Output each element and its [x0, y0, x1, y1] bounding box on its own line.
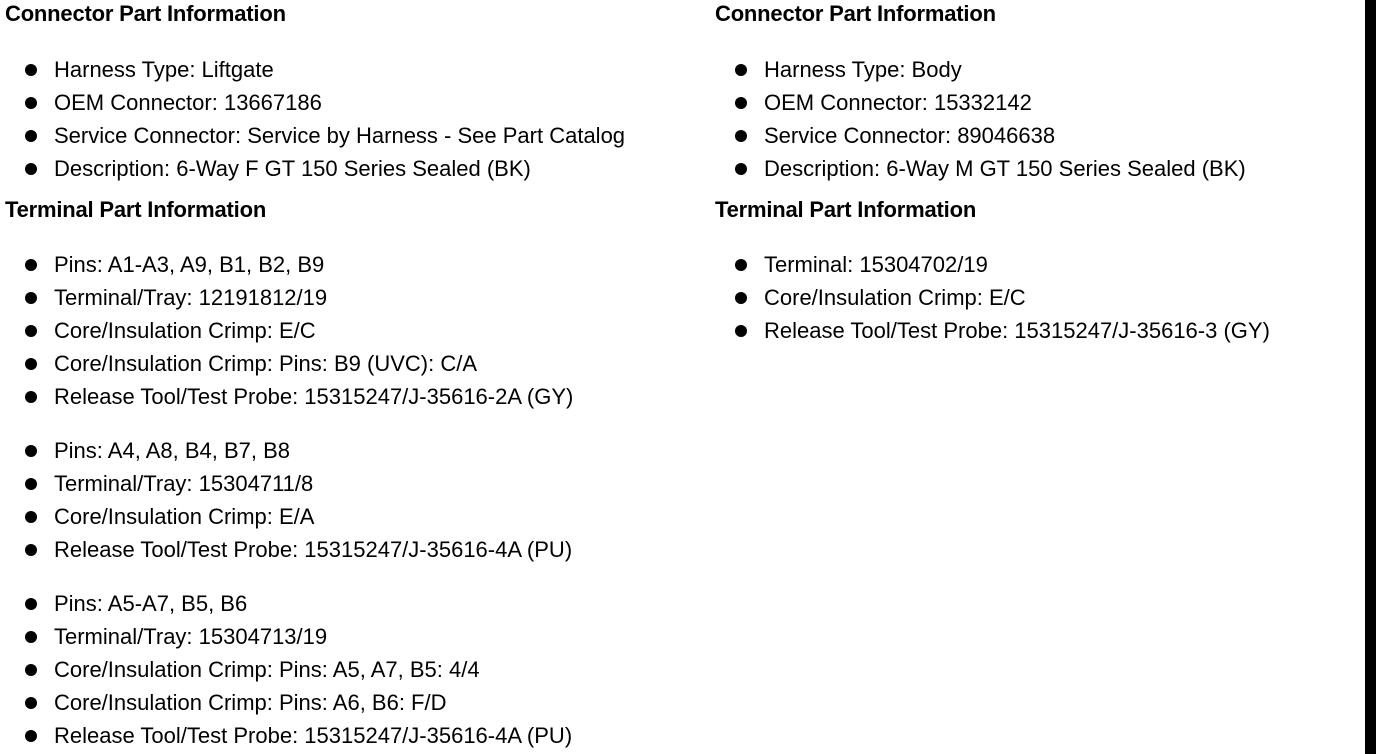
- item-text: Harness Type: Body: [764, 57, 962, 82]
- bullet-icon: [25, 292, 37, 304]
- item-text: Pins: A5-A7, B5, B6: [54, 591, 248, 616]
- bullet-icon: [25, 544, 37, 556]
- list-item: [5, 587, 572, 620]
- bullet-icon: [735, 163, 747, 175]
- bullet-icon: [25, 631, 37, 643]
- list-item: [5, 152, 625, 185]
- bullet-icon: [25, 445, 37, 457]
- item-text: Release Tool/Test Probe: 15315247/J-35616-3 (GY): [764, 318, 1270, 343]
- item-text: Release Tool/Test Probe: 15315247/J-35616-4A (PU): [54, 537, 573, 562]
- list-item: [5, 347, 573, 380]
- list-item: [715, 152, 1246, 185]
- list-item: [5, 620, 572, 653]
- bullet-icon: [735, 259, 747, 271]
- list-item: [5, 434, 572, 467]
- list-item: [715, 86, 1246, 119]
- bullet-icon: [25, 478, 37, 490]
- bullet-icon: [25, 259, 37, 271]
- item-text: Core/Insulation Crimp: E/C: [764, 285, 1026, 310]
- list-item: [715, 281, 1270, 314]
- item-text: Pins: A1-A3, A9, B1, B2, B9: [54, 252, 325, 277]
- list-item: [5, 500, 572, 533]
- list-item: [5, 719, 572, 752]
- list-item: [5, 653, 572, 686]
- item-text: Description: 6-Way F GT 150 Series Sealed (BK): [54, 156, 531, 181]
- list-item: [5, 86, 625, 119]
- terminal-heading: Terminal Part Information: [5, 197, 267, 222]
- list-item: [5, 380, 573, 413]
- item-text: Core/Insulation Crimp: Pins: A6, B6: F/D: [54, 690, 447, 715]
- bullet-icon: [25, 130, 37, 142]
- connector-list: [715, 53, 1246, 185]
- item-text: Service Connector: Service by Harness - See Part Catalog: [54, 123, 626, 148]
- bullet-icon: [25, 64, 37, 76]
- bullet-icon: [25, 97, 37, 109]
- bullet-icon: [735, 97, 747, 109]
- terminal-list: [715, 248, 1270, 347]
- bullet-icon: [25, 325, 37, 337]
- item-text: Core/Insulation Crimp: E/A: [54, 504, 315, 529]
- terminal-group-1: [5, 248, 573, 413]
- item-text: OEM Connector: 13667186: [54, 90, 322, 115]
- bullet-icon: [735, 130, 747, 142]
- list-item: [715, 248, 1270, 281]
- bullet-icon: [735, 325, 747, 337]
- terminal-group-3: [5, 587, 572, 752]
- list-item: [5, 281, 573, 314]
- bullet-icon: [735, 64, 747, 76]
- item-text: Service Connector: 89046638: [764, 123, 1056, 148]
- list-item: [5, 248, 573, 281]
- terminal-group-2: [5, 434, 572, 566]
- item-text: OEM Connector: 15332142: [764, 90, 1032, 115]
- list-item: [5, 533, 572, 566]
- bullet-icon: [25, 664, 37, 676]
- item-text: Release Tool/Test Probe: 15315247/J-35616-4A (PU): [54, 723, 573, 748]
- list-item: [5, 119, 625, 152]
- connector-list: [5, 53, 625, 185]
- item-text: Core/Insulation Crimp: E/C: [54, 318, 316, 343]
- bullet-icon: [25, 358, 37, 370]
- bullet-icon: [25, 730, 37, 742]
- bullet-icon: [25, 511, 37, 523]
- connector-heading: Connector Part Information: [715, 1, 996, 26]
- list-item: [715, 53, 1246, 86]
- bullet-icon: [25, 598, 37, 610]
- terminal-heading: Terminal Part Information: [715, 197, 977, 222]
- item-text: Terminal: 15304702/19: [764, 252, 988, 277]
- list-item: [5, 314, 573, 347]
- list-item: [5, 686, 572, 719]
- bullet-icon: [735, 292, 747, 304]
- item-text: Harness Type: Liftgate: [54, 57, 274, 82]
- item-text: Terminal/Tray: 12191812/19: [54, 285, 328, 310]
- list-item: [5, 467, 572, 500]
- bullet-icon: [25, 391, 37, 403]
- list-item: [715, 119, 1246, 152]
- item-text: Pins: A4, A8, B4, B7, B8: [54, 438, 291, 463]
- item-text: Description: 6-Way M GT 150 Series Sealed (BK): [764, 156, 1246, 181]
- page-edge-bar: [1365, 0, 1376, 754]
- item-text: Core/Insulation Crimp: Pins: A5, A7, B5: 4/4: [54, 657, 480, 682]
- item-text: Terminal/Tray: 15304711/8: [54, 471, 314, 496]
- connector-heading: Connector Part Information: [5, 1, 286, 26]
- item-text: Release Tool/Test Probe: 15315247/J-35616-2A (GY): [54, 384, 574, 409]
- item-text: Terminal/Tray: 15304713/19: [54, 624, 328, 649]
- item-text: Core/Insulation Crimp: Pins: B9 (UVC): C/A: [54, 351, 478, 376]
- bullet-icon: [25, 697, 37, 709]
- bullet-icon: [25, 163, 37, 175]
- list-item: [5, 53, 625, 86]
- list-item: [715, 314, 1270, 347]
